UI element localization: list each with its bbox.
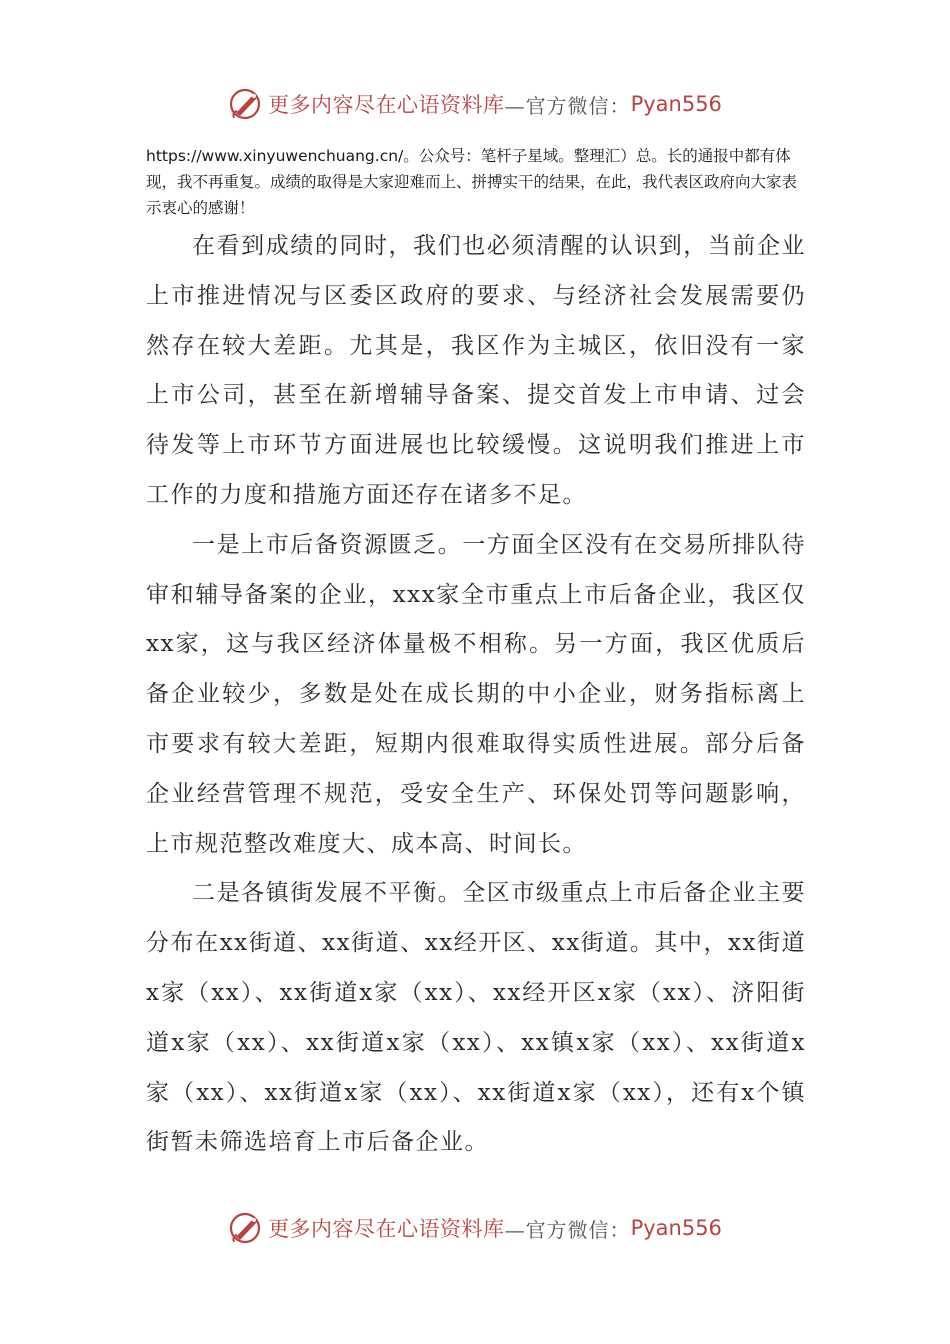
footer-site-name: 更多内容尽在心语资料库: [268, 1217, 505, 1241]
banner-wechat-id: Pyan556: [630, 92, 722, 116]
pen-logo-icon: [228, 86, 264, 122]
footer-wechat-id: Pyan556: [630, 1216, 722, 1240]
pen-logo-icon: [228, 1210, 264, 1246]
banner-site-name: 更多内容尽在心语资料库: [268, 93, 505, 117]
document-body: [146, 222, 806, 1168]
header-banner: [0, 84, 950, 124]
intro-text: https://www.xinyuwenchuang.cn/。公众号：笔杆子星域。整理汇）总。长的通报中都有体现，我不再重复。成绩的取得是大家迎难而上、拼搏实干的结果，在此，我代表区政府向大家表示衷心的感谢！: [146, 147, 798, 217]
footer-separator-label: —官方微信：: [504, 1217, 631, 1242]
paragraph-1: 在看到成绩的同时，我们也必须清醒的认识到，当前企业上市推进情况与区委区政府的要求、与经济社会发展需要仍然存在较大差距。尤其是，我区作为主城区，依旧没有一家上市公司，甚至在新增辅导备案、提交首发上市申请、过会待发等上市环节方面进展也比较缓慢。这说明我们推进上市工作的力度和措施方面还存在诸多不足。: [146, 233, 806, 508]
banner-separator-label: —官方微信：: [504, 93, 631, 118]
footer-banner: [0, 1208, 950, 1248]
paragraph-2: 一是上市后备资源匮乏。一方面全区没有在交易所排队待审和辅导备案的企业，xxx家全市重点上市后备企业，我区仅xx家，这与我区经济体量极不相称。另一方面，我区优质后备企业较少，多数是处在成长期的中小企业，财务指标离上市要求有较大差距，短期内很难取得实质性进展。部分后备企业经营管理不规范，受安全生产、环保处罚等问题影响，上市规范整改难度大、成本高、时间长。: [146, 531, 806, 857]
paragraph-3: 二是各镇街发展不平衡。全区市级重点上市后备企业主要分布在xx街道、xx街道、xx经开区、xx街道。其中，xx街道x家（xx）、xx街道x家（xx）、xx经开区x家（xx）、济阳街道x家（xx）、xx街道x家（xx）、xx镇x家（xx）、xx街道x家（xx）、xx街道x家（xx）、xx街道x家（xx），还有x个镇街暂未筛选培育上市后备企业。: [146, 880, 806, 1156]
